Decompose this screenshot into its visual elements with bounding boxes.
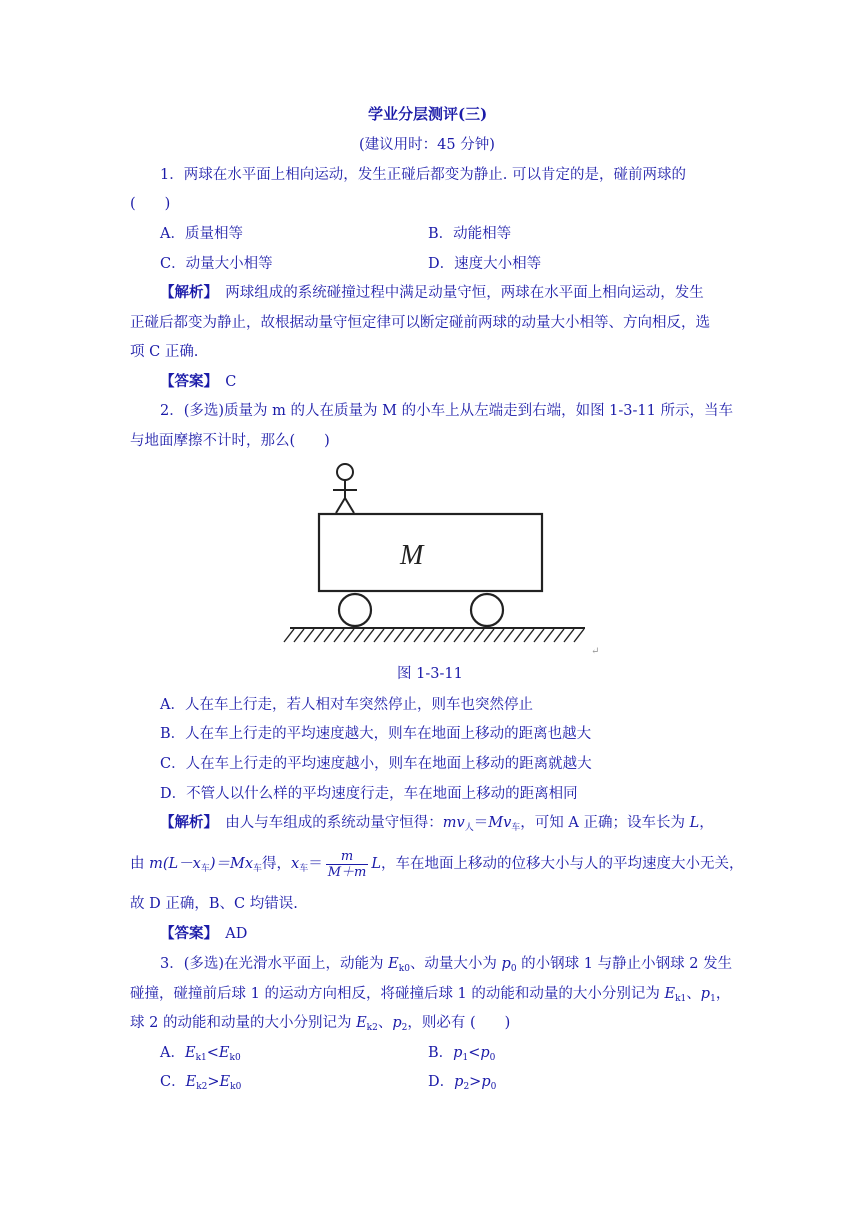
q3-optB-label: B． [428,1045,454,1061]
q3-optB-op: < [468,1045,481,1061]
q3-option-b [428,1043,495,1068]
hatch-stroke [484,629,494,642]
q1-answer [160,372,236,392]
q3-l1-p-sub: 0 [510,964,517,974]
q3-l1-p: p [501,956,511,972]
hatch-stroke [524,629,534,642]
q1-analysis-line1 [160,283,704,303]
q3-l2a: 碰撞，碰撞前后球 1 的运动方向相反，将碰撞后球 1 的动能和动量的大小分别记为 [130,986,665,1002]
q3-optA-rsub: k0 [229,1053,241,1063]
q1-answer-value: C [210,374,237,390]
hatch-stroke [434,629,444,642]
q3-l2-p-sub: 1 [710,994,716,1004]
hatch-stroke [454,629,464,642]
q2-analysis-text1c: ， [699,815,714,831]
q3-l3b: 、 [377,1015,393,1031]
q2-expr2-sub: 车 [253,864,263,874]
q2-expr1: m(L－x [149,856,201,872]
hatch-stroke [304,629,314,642]
q2-eq-sub-ren: 人 [464,823,474,833]
q2-answer-value: AD [210,926,248,942]
q1-answer-tag: 【答案】 [160,373,211,390]
q3-option-d [428,1072,496,1097]
q3-optA-op: < [206,1045,219,1061]
hatch-stroke [394,629,404,642]
q3-stem-line1 [160,954,732,979]
hatch-stroke [554,629,564,642]
hatch-stroke [424,629,434,642]
q2-analysis-line1 [160,813,714,838]
q2-expr2: )＝Mx [209,856,254,872]
cart-figure [288,458,598,656]
q2-option-c: C．人在车上行走的平均速度越小，则车在地面上移动的距离就越大 [160,756,592,772]
q1-analysis-line3: 项 C 正确. [130,344,199,360]
q1-option-d: D．速度大小相等 [428,256,542,272]
q3-optA-r: E [218,1045,230,1061]
cart-label: M [400,540,424,571]
hatch-stroke [574,629,584,642]
stick-figure-head [337,464,353,480]
q3-optD-op: > [469,1074,482,1090]
q1-option-a: A．质量相等 [160,226,243,242]
cart-wheel-right [471,594,503,626]
q3-l3-E-sub: k2 [366,1023,378,1033]
q2-x-sub: 车 [299,864,309,874]
q2-analysis-tag: 【解析】 [160,814,211,831]
q3-option-a [160,1043,241,1068]
q3-optA-label: A． [160,1045,185,1061]
q3-optA-lsub: k1 [195,1053,207,1063]
q3-optD-r: p [481,1074,491,1090]
hatch-stroke [334,629,344,642]
q2-fraction-num: m [326,849,369,865]
q1-stem-line2: ( ) [130,196,171,212]
q3-optC-l: E [185,1074,197,1090]
q3-optC-lsub: k2 [196,1082,208,1092]
cart-body [319,514,542,591]
hatch-stroke [444,629,454,642]
q1-analysis-text1: 两球组成的系统碰撞过程中满足动量守恒，两球在水平面上相向运动，发生 [210,285,704,301]
hatch-stroke [414,629,424,642]
hatch-stroke [364,629,374,642]
q2-eq-equals: ＝ [473,815,489,831]
q2-answer [160,924,247,944]
figure-caption: 图 1-3-11 [397,666,463,682]
q2-option-d: D．不管人以什么样的平均速度行走，车在地面上移动的距离相同 [160,786,578,802]
q3-optC-r: E [219,1074,231,1090]
hatch-stroke [534,629,544,642]
q2-expr1-sub: 车 [200,864,210,874]
q2-fraction-den: M＋m [327,864,367,880]
q3-l2b: 、 [686,986,701,1002]
q3-optD-label: D． [428,1074,455,1090]
q2-analysis-line2 [130,846,744,882]
q3-l3-p-sub: 2 [401,1023,408,1033]
q3-optA-l: E [184,1045,196,1061]
q2-answer-tag: 【答案】 [160,925,211,942]
hatch-stroke [354,629,364,642]
q2-eq-mv: mv [442,815,465,831]
q2-stem-line1: 2．(多选)质量为 m 的人在质量为 M 的小车上从左端走到右端，如图 1-3-11 所示，当车 [160,403,733,419]
q1-analysis-tag: 【解析】 [160,284,211,301]
hatch-stroke [324,629,334,642]
q2-eq-Mv: Mv [488,815,512,831]
hatch-stroke [284,629,294,642]
q3-optB-l: p [453,1045,463,1061]
q3-l1-E: E [388,956,399,972]
q1-stem-line1: 1．两球在水平面上相向运动，发生正碰后都变为静止. 可以肯定的是，碰前两球的 [160,167,686,183]
stick-figure [333,464,357,513]
q2-analysis-text2a: 由 [130,856,150,872]
hatch-stroke [504,629,514,642]
q2-analysis-text1: 由人与车组成的系统动量守恒得： [210,815,443,831]
q2-analysis-line3: 故 D 正确，B、C 均错误. [130,896,298,912]
q2-analysis-text1b: ，可知 A 正确；设车长为 [520,815,690,831]
q3-optB-rsub: 0 [489,1053,496,1063]
hatch-stroke [344,629,354,642]
q3-optC-rsub: k0 [230,1082,242,1092]
q1-analysis-line2: 正碰后都变为静止，故根据动量守恒定律可以断定碰前两球的动量大小相等、方向相反，选 [130,315,710,331]
q3-optB-lsub: 1 [462,1053,469,1063]
q2-analysis-text2c: ，车在地面上移动的位移大小与人的平均速度大小无关， [381,856,744,872]
ground-hatching [284,629,584,642]
q3-l2-E-sub: k1 [675,994,687,1004]
q2-option-b: B．人在车上行走的平均速度越大，则车在地面上移动的距离也越大 [160,726,592,742]
q3-optD-rsub: 0 [490,1082,497,1092]
q3-l1c: 的小钢球 1 与静止小钢球 2 发生 [516,956,733,972]
q3-l1-E-sub: k0 [398,964,410,974]
q2-x: x [291,856,300,872]
hatch-stroke [384,629,394,642]
q2-option-a: A．人在车上行走，若人相对车突然停止，则车也突然停止 [160,697,533,713]
hatch-stroke [464,629,474,642]
q3-l2c: ， [715,986,731,1002]
q3-l3c: ，则必有 ( ) [407,1015,511,1031]
hatch-stroke [544,629,554,642]
q2-fraction [326,849,369,880]
q3-option-c [160,1072,241,1097]
q3-l2-p: p [700,986,711,1002]
q3-l1a: 3．(多选)在光滑水平面上，动能为 [160,956,389,972]
q2-var-L: L [689,815,700,831]
q2-analysis-text2b: 得， [262,856,292,872]
q2-stem-line2: 与地面摩擦不计时，那么( ) [130,433,330,449]
q2-eq-sub-che: 车 [511,823,521,833]
page-title: 学业分层测评(三) [368,105,488,123]
hatch-stroke [494,629,504,642]
cart-wheel-left [339,594,371,626]
hatch-stroke [474,629,484,642]
hatch-stroke [294,629,304,642]
hatch-stroke [514,629,524,642]
q3-stem-line2 [130,984,730,1009]
hatch-stroke [374,629,384,642]
q2-L2: L [371,856,382,872]
paragraph-mark: ↵ [591,646,600,657]
q3-l2-E: E [664,986,676,1002]
q3-l3-p: p [392,1015,402,1031]
hatch-stroke [564,629,574,642]
q3-optC-label: C． [160,1074,186,1090]
q2-x-equals: ＝ [308,856,323,872]
page-subtitle: (建议用时：45 分钟) [359,137,495,153]
q3-optD-lsub: 2 [463,1082,470,1092]
q3-optC-op: > [207,1074,220,1090]
q3-optD-l: p [454,1074,464,1090]
hatch-stroke [314,629,324,642]
hatch-stroke [404,629,414,642]
q3-optB-r: p [480,1045,490,1061]
q3-l1b: 、动量大小为 [409,956,502,972]
q1-option-b: B．动能相等 [428,226,512,242]
q3-stem-line3 [130,1013,510,1038]
q1-option-c: C．动量大小相等 [160,256,273,272]
q3-l3-E: E [356,1015,367,1031]
q3-l3a: 球 2 的动能和动量的大小分别记为 [130,1015,357,1031]
